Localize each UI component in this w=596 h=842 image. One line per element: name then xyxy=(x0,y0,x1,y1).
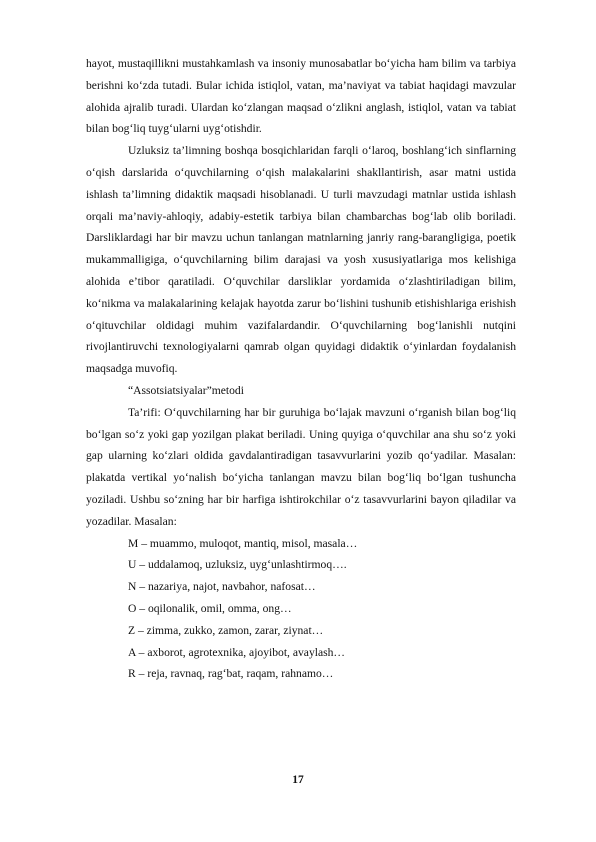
page-body xyxy=(86,53,516,685)
list-item: Z – zimma, zukko, zamon, zarar, ziynat… xyxy=(128,623,324,637)
list-item: M – muammo, muloqot, mantiq, misol, masala… xyxy=(128,536,358,550)
page-number: 17 xyxy=(292,774,304,786)
paragraph-didactic-goals: Uzluksiz ta’limning boshqa bosqichlaridan farqli o‘laroq, boshlang‘ich sinflarning o‘qish darslarida o‘quvchilarning o‘qish malakalarini shakllantirish, asar matni ustida ishlash ta’limning didaktik maqsadi hisoblanadi. U turli mavzudagi matnlar ustida ishlash orqali ma’naviy-ahloqiy, adabiy-estetik tarbiya bilan chambarchas bog‘lab olib boriladi. Darsliklardagi har bir mavzu uchun tanlangan matnlarning janriy rang-barangligiga, poetik mukammalligiga, o‘quvchilarning bilim darajasi va yosh xususiyatlariga mos kelishiga alohida e’tibor qaratiladi. O‘quvchilar darsliklar yordamida o‘zlashtiriladigan bilim, ko‘nikma va malakalarining kelajak hayotda zarur bo‘lishini tushunib etishishlariga erishish o‘qituvchilar oldidagi muhim vazifalardandir. O‘quvchilarning bog‘lanishli nutqini rivojlantiruvchi texnologiyalarni qamrab olgan quyidagi didaktik o‘yinlardan foydalanish maqsadga muvofiq. xyxy=(86,144,516,376)
list-item: A – axborot, agrotexnika, ajoyibot, avaylash… xyxy=(128,645,346,659)
list-item: O – oqilonalik, omil, omma, ong… xyxy=(128,601,292,615)
paragraph-continuation: hayot, mustaqillikni mustahkamlash va insoniy munosabatlar bo‘yicha ham bilim va tarbiya berishni ko‘zda tutadi. Bular ichida istiqlol, vatan, ma’naviyat va tabiat haqidagi mavzular alohida ajralib turadi. Ulardan ko‘zlangan maqsad o‘zlikni anglash, istiqlol, vatan va tabiat bilan bog‘liq tuyg‘ularni uyg‘otishdir. xyxy=(86,57,516,136)
list-item: R – reja, ravnaq, rag‘bat, raqam, rahnamo… xyxy=(128,667,334,681)
method-title: “Assotsiatsiyalar”metodi xyxy=(128,383,244,397)
list-item: U – uddalamoq, uzluksiz, uyg‘unlashtirmoq…. xyxy=(128,558,347,572)
paragraph-definition: Ta’rifi: O‘quvchilarning har bir guruhiga bo‘lajak mavzuni o‘rganish bilan bog‘liq bo‘lgan so‘z yoki gap yozilgan plakat beriladi. Uning quyiga o‘quvchilar ana shu so‘z yoki gap ularning ko‘zlari oldida gavdalantiradigan tasavvurlarini yozib qo‘yadilar. Masalan: plakatda vertikal yo‘nalish bo‘yicha tanlangan mavzu bilan bog‘liq bo‘lgan tushuncha yoziladi. Ushbu so‘zning har bir harfiga ishtirokchilar o‘z tasavvurlarini bayon qiladilar va yozadilar. Masalan: xyxy=(86,405,516,528)
list-item: N – nazariya, najot, navbahor, nafosat… xyxy=(128,580,316,594)
